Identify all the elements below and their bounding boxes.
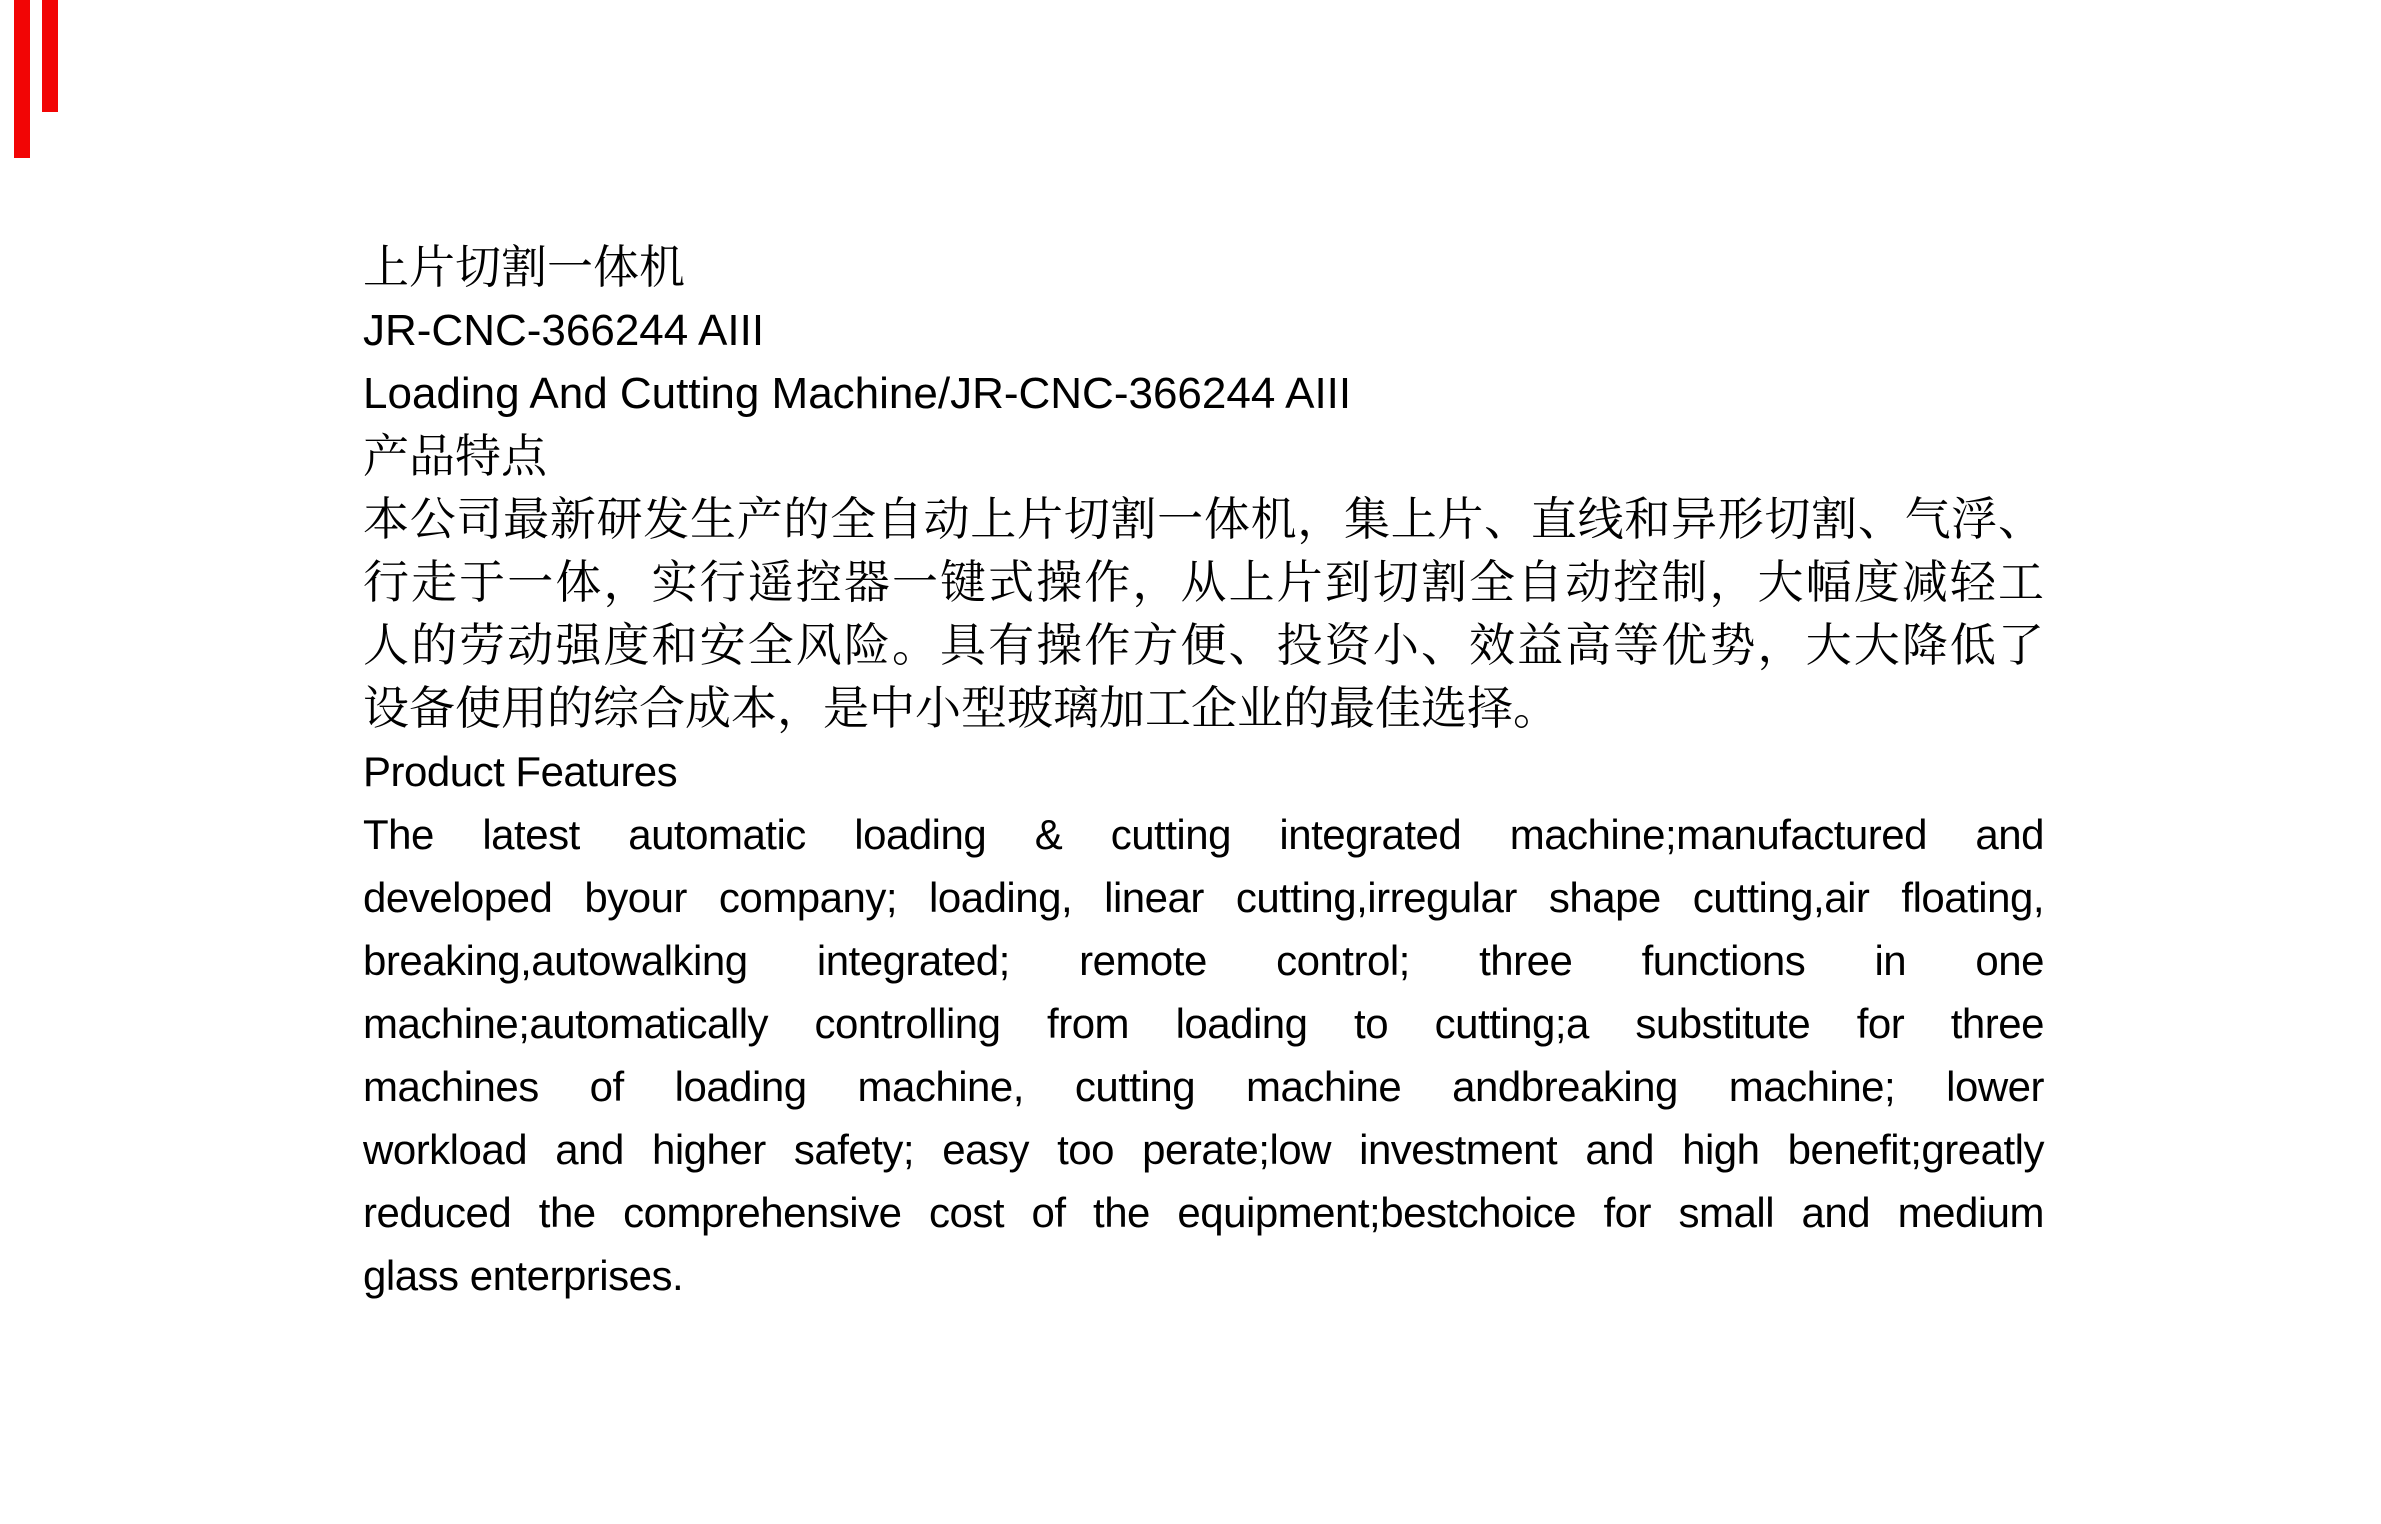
text-line-13-body: machine;automatically controlling from loading to cutting;a substitute for three <box>363 1000 2044 1047</box>
red-mark-icon <box>42 0 58 112</box>
text-line-4-subtitle: 产品特点 <box>363 429 547 483</box>
text-line-5-body: 本公司最新研发生产的全自动上片切割一体机，集上片、直线和异形切割、气浮、 <box>363 492 2044 546</box>
text-line-14-body: machines of loading machine, cutting machine andbreaking machine; lower <box>363 1063 2044 1110</box>
text-line-9-body: Product Features <box>363 748 678 795</box>
text-line-8-body: 设备使用的综合成本，是中小型玻璃加工企业的最佳选择。 <box>363 681 1559 735</box>
text-line-17-body: glass enterprises. <box>363 1252 684 1299</box>
text-line-1-title: 上片切割一体机 <box>363 240 685 294</box>
text-line-12-body: breaking,autowalking integrated; remote control; three functions in one <box>363 937 2044 984</box>
red-mark-icon <box>14 0 30 158</box>
text-line-2-heading: JR-CNC-366244 AIII <box>363 306 765 355</box>
text-line-15-body: workload and higher safety; easy too perate;low investment and high benefit;greatly <box>363 1126 2044 1173</box>
text-line-3-heading: Loading And Cutting Machine/JR-CNC-366244 AIII <box>363 369 1352 418</box>
document-text-block <box>363 236 2044 1307</box>
text-line-16-body: reduced the comprehensive cost of the equipment;bestchoice for small and medium <box>363 1189 2044 1236</box>
text-line-7-body: 人的劳动强度和安全风险。具有操作方便、投资小、效益高等优势，大大降低了 <box>363 618 2044 672</box>
text-line-11-body: developed byour company; loading, linear cutting,irregular shape cutting,air floating, <box>363 874 2044 921</box>
text-line-10-body: The latest automatic loading & cutting integrated machine;manufactured and <box>363 811 2044 858</box>
text-line-6-body: 行走于一体，实行遥控器一键式操作，从上片到切割全自动控制，大幅度减轻工 <box>363 555 2044 609</box>
